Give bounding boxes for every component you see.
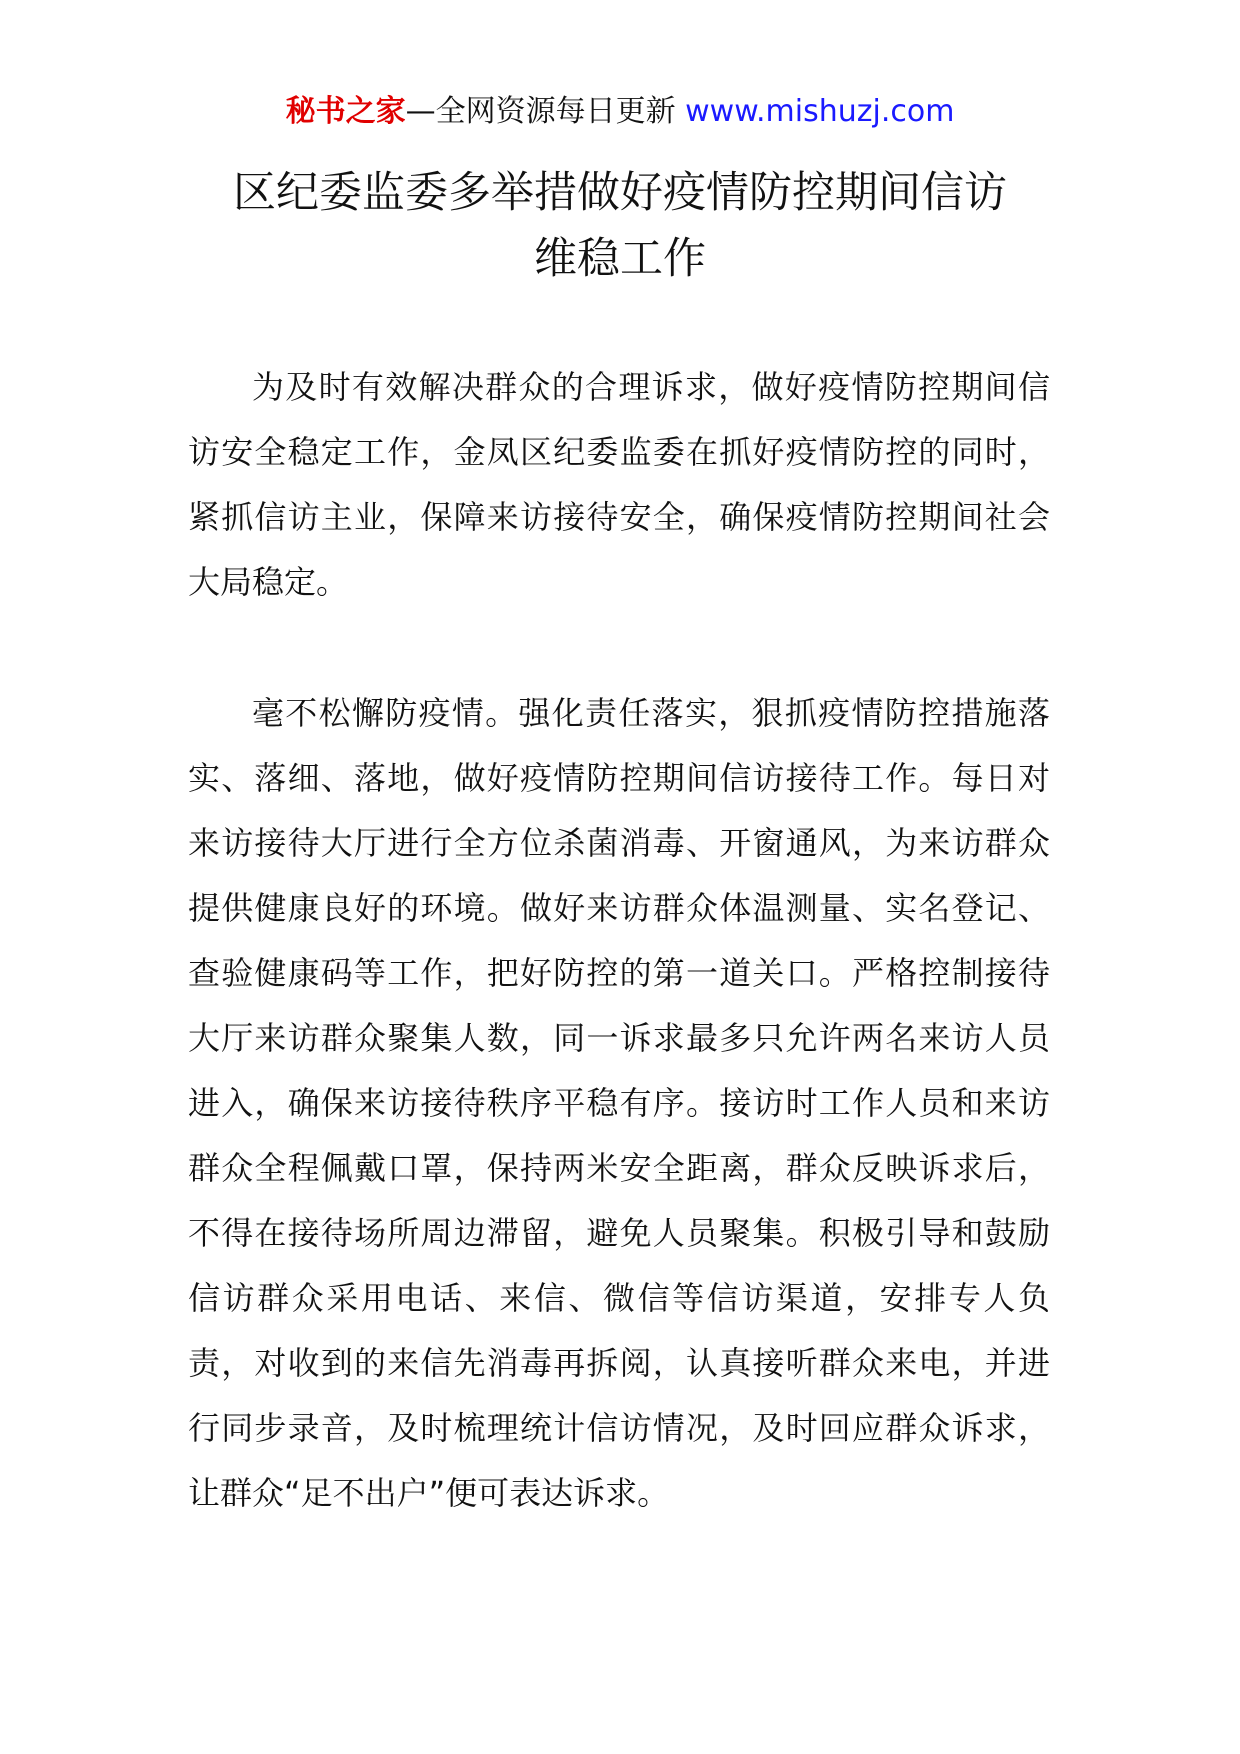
document-title-line-2: 维稳工作 xyxy=(534,234,706,284)
body-paragraph-intro: 为及时有效解决群众的合理诉求，做好疫情防控期间信访安全稳定工作，金凤区纪委监委在抓好疫情防控的同时，紧抓信访主业，保障来访接待安全，确保疫情防控期间社会大局稳定。 xyxy=(188,368,1050,601)
site-brand: 秘书之家 xyxy=(285,94,406,129)
document-title-line-1: 区纪委监委多举措做好疫情防控期间信访 xyxy=(233,168,1007,218)
document-title xyxy=(120,160,1120,292)
site-tagline: —全网资源每日更新 xyxy=(405,94,676,129)
site-header xyxy=(0,92,1240,132)
site-url-link[interactable]: www.mishuzj.com xyxy=(685,94,955,129)
body-paragraph-epidemic-prevention: 毫不松懈防疫情。强化责任落实，狠抓疫情防控措施落实、落细、落地，做好疫情防控期间信访接待工作。每日对来访接待大厅进行全方位杀菌消毒、开窗通风，为来访群众提供健康良好的环境。做好来访群众体温测量、实名登记、查验健康码等工作，把好防控的第一道关口。严格控制接待大厅来访群众聚集人数，同一诉求最多只允许两名来访人员进入，确保来访接待秩序平稳有序。接访时工作人员和来访群众全程佩戴口罩，保持两米安全距离，群众反映诉求后，不得在接待场所周边滞留，避免人员聚集。积极引导和鼓励信访群众采用电话、来信、微信等信访渠道，安排专人负责，对收到的来信先消毒再拆阅，认真接听群众来电，并进行同步录音，及时梳理统计信访情况，及时回应群众诉求，让群众“足不出户”便可表达诉求。 xyxy=(188,694,1050,1512)
